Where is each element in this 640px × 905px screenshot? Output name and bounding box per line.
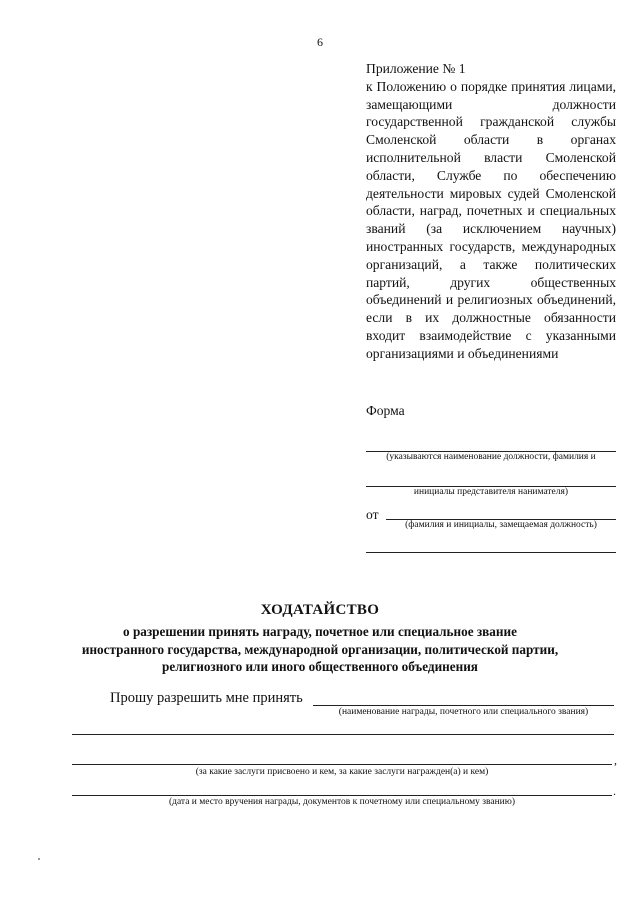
from-label: от [366,507,379,522]
date-line [72,795,612,796]
addressee-line-4 [366,552,616,553]
form-label: Форма [366,403,405,418]
merits-line-2 [72,764,612,765]
appendix-body: к Положению о порядке принятия лицами, замещающими должности государственной гражданской службы Смоленской области в органах исполнительной власти Смоленской области, Службе по обеспечению деятельности мировых судей Смоленской области, наград, почетных и специальных званий (за исключением научных) иностранных государств, международных организаций, а также политических партий, других общественных объединений и религиозных объединений, если в их должностные обязанности входит взаимодействие с указанными организациями и объединениями [366,78,616,361]
merits-caption: (за какие заслуги присвоено и кем, за какие заслуги награжден(а) и кем) [195,767,489,777]
subtitle-line-2: иностранного государства, международной организации, политической партии, [81,641,559,657]
page-number: 6 [317,35,323,49]
date-caption: (дата и место вручения награды, документов к почетному или специальному званию) [168,797,516,807]
document-heading [0,602,640,676]
scan-artifact [38,858,40,860]
subtitle-line-3: религиозного или иного общественного объединения [162,659,478,674]
subtitle-line-1: о разрешении принять награду, почетное или специальное звание [123,624,517,639]
merits-comma: , [614,753,617,767]
appendix-title: Приложение № 1 [366,61,466,76]
document-title: ХОДАТАЙСТВО [260,602,380,618]
from-caption: (фамилия и инициалы, замещаемая должность) [405,520,597,530]
appendix-block [366,60,616,363]
addressee-caption-1: (указываются наименование должности, фамилия и [386,452,596,462]
request-label: Прошу разрешить мне принять [110,690,303,706]
award-line [313,705,614,706]
merits-line-1 [72,734,614,735]
award-caption: (наименование награды, почетного или специального звания) [338,707,589,717]
addressee-caption-2: инициалы представителя нанимателя) [413,487,569,497]
date-period: . [613,784,616,798]
